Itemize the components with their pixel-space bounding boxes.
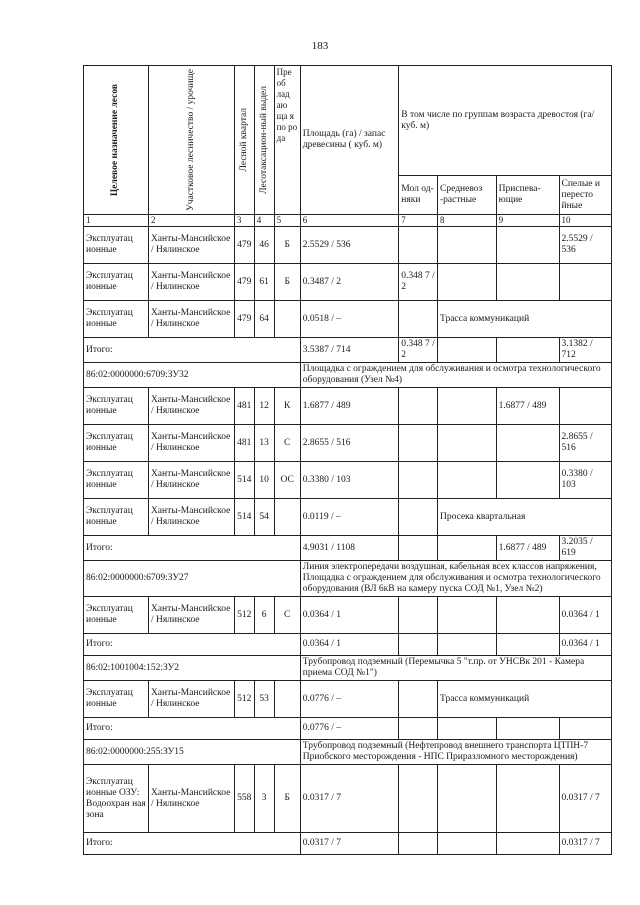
total-row — [84, 536, 612, 561]
total-label: Итого: — [84, 718, 301, 740]
header-quarter: Лесной квартал — [234, 66, 254, 215]
purpose-cell: Эксплуатац ионные — [84, 425, 149, 462]
total-label: Итого: — [84, 634, 301, 656]
parcel-row — [84, 363, 612, 388]
total-pre-mature — [496, 634, 559, 656]
purpose-cell: Эксплуатац ионные — [84, 301, 149, 338]
area-cell: 0.0119 / – — [300, 499, 398, 536]
table-row — [84, 425, 612, 462]
species-cell: ОС — [274, 462, 300, 499]
header-mature: Спелые и пересто йные — [559, 176, 611, 215]
total-area: 4.9031 / 1108 — [300, 536, 398, 561]
quarter-cell: 479 — [234, 301, 254, 338]
mature-cell: 2.5529 / 536 — [559, 227, 611, 264]
col-num: 7 — [399, 215, 438, 227]
forestry-cell: Ханты-Мансийское / Нялинское — [148, 765, 234, 833]
total-area: 0.0776 / – — [300, 718, 398, 740]
area-cell: 0.0364 / 1 — [300, 597, 398, 634]
pre-mature-cell — [496, 425, 559, 462]
middle-cell — [438, 388, 497, 425]
species-cell: С — [274, 425, 300, 462]
pre-mature-cell — [496, 765, 559, 833]
total-pre-mature: 1.6877 / 489 — [496, 536, 559, 561]
vydel-cell: 53 — [254, 681, 274, 718]
table-row — [84, 301, 612, 338]
total-mature: 0.0317 / 7 — [559, 833, 611, 855]
table-row — [84, 264, 612, 301]
vydel-cell: 61 — [254, 264, 274, 301]
total-row — [84, 833, 612, 855]
col-num: 5 — [274, 215, 300, 227]
total-middle — [438, 536, 497, 561]
quarter-cell: 481 — [234, 388, 254, 425]
parcel-description: Площадка с ограждением для обслуживания и осмотра технологического оборудования (Узел №4) — [300, 363, 611, 388]
purpose-cell: Эксплуатац ионные — [84, 264, 149, 301]
purpose-cell: Эксплуатац ионные — [84, 462, 149, 499]
forestry-cell: Ханты-Мансийское / Нялинское — [148, 264, 234, 301]
parcel-number: 86:02:0000000:6709:ЗУ27 — [84, 561, 301, 597]
middle-cell — [438, 597, 497, 634]
table-row — [84, 227, 612, 264]
mature-cell: 0.0364 / 1 — [559, 597, 611, 634]
mature-cell — [559, 388, 611, 425]
area-cell: 0.0518 / – — [300, 301, 398, 338]
purpose-cell: Эксплуатац ионные — [84, 388, 149, 425]
table-row — [84, 765, 612, 833]
total-young — [399, 634, 438, 656]
total-pre-mature — [496, 338, 559, 363]
total-young — [399, 833, 438, 855]
parcel-description: Трубопровод подземный (Нефтепровод внешнего транспорта ЦТПН-7 Приобского месторождения - НПС Приразломного месторождения) — [300, 740, 611, 765]
vydel-cell: 13 — [254, 425, 274, 462]
total-label: Итого: — [84, 536, 301, 561]
young-cell — [399, 499, 438, 536]
mature-cell: 2.8655 / 516 — [559, 425, 611, 462]
quarter-cell: 479 — [234, 264, 254, 301]
quarter-cell: 512 — [234, 597, 254, 634]
area-cell: 0.3380 / 103 — [300, 462, 398, 499]
mature-cell: 0.3380 / 103 — [559, 462, 611, 499]
vydel-cell: 46 — [254, 227, 274, 264]
table-row — [84, 388, 612, 425]
vydel-cell: 3 — [254, 765, 274, 833]
col-num: 1 — [84, 215, 149, 227]
vydel-cell: 64 — [254, 301, 274, 338]
header-vydel: Лесотаксацион-ный выдел — [254, 66, 274, 215]
col-num: 10 — [559, 215, 611, 227]
area-cell: 0.0317 / 7 — [300, 765, 398, 833]
total-label: Итого: — [84, 833, 301, 855]
pre-mature-cell — [496, 597, 559, 634]
total-young: 0.348 7 / 2 — [399, 338, 438, 363]
species-cell: С — [274, 597, 300, 634]
table-row — [84, 499, 612, 536]
middle-cell — [438, 264, 497, 301]
col-num: 2 — [148, 215, 234, 227]
young-cell — [399, 597, 438, 634]
table-row — [84, 597, 612, 634]
total-row — [84, 718, 612, 740]
young-cell — [399, 227, 438, 264]
middle-cell — [438, 462, 497, 499]
mature-cell: 0.0317 / 7 — [559, 765, 611, 833]
total-area: 3.5387 / 714 — [300, 338, 398, 363]
purpose-cell: Эксплуатац ионные — [84, 499, 149, 536]
total-mature — [559, 718, 611, 740]
total-mature: 3.1382 / 712 — [559, 338, 611, 363]
total-middle — [438, 718, 497, 740]
purpose-cell: Эксплуатац ионные ОЗУ: Водоохран ная зона — [84, 765, 149, 833]
forestry-cell: Ханты-Мансийское / Нялинское — [148, 597, 234, 634]
header-forestry: Участковое лесничество / урочище — [148, 66, 234, 215]
species-cell: Б — [274, 264, 300, 301]
quarter-cell: 479 — [234, 227, 254, 264]
parcel-number: 86:02:1001004:152:ЗУ2 — [84, 656, 301, 681]
total-middle — [438, 634, 497, 656]
total-mature: 0.0364 / 1 — [559, 634, 611, 656]
vydel-cell: 54 — [254, 499, 274, 536]
total-area: 0.0317 / 7 — [300, 833, 398, 855]
total-area: 0.0364 / 1 — [300, 634, 398, 656]
total-mature: 3.2035 / 619 — [559, 536, 611, 561]
header-purpose: Целевое назначение лесов — [84, 66, 149, 215]
young-cell — [399, 425, 438, 462]
total-row — [84, 338, 612, 363]
parcel-row — [84, 656, 612, 681]
species-cell — [274, 499, 300, 536]
forestry-cell: Ханты-Мансийское / Нялинское — [148, 425, 234, 462]
quarter-cell: 514 — [234, 462, 254, 499]
young-cell — [399, 765, 438, 833]
purpose-cell: Эксплуатац ионные — [84, 681, 149, 718]
young-cell — [399, 681, 438, 718]
area-cell: 1.6877 / 489 — [300, 388, 398, 425]
header-young: Мол од-няки — [399, 176, 438, 215]
col-num: 8 — [438, 215, 497, 227]
forestry-cell: Ханты-Мансийское / Нялинское — [148, 499, 234, 536]
column-numbers-row — [84, 215, 612, 227]
young-cell — [399, 388, 438, 425]
forestry-cell: Ханты-Мансийское / Нялинское — [148, 681, 234, 718]
vydel-cell: 6 — [254, 597, 274, 634]
total-row — [84, 634, 612, 656]
header-middle: Средневоз -растные — [438, 176, 497, 215]
area-cell: 0.0776 / – — [300, 681, 398, 718]
area-cell: 2.8655 / 516 — [300, 425, 398, 462]
forest-table — [83, 65, 612, 855]
forestry-cell: Ханты-Мансийское / Нялинское — [148, 301, 234, 338]
parcel-row — [84, 740, 612, 765]
col-num: 3 — [234, 215, 254, 227]
header-species: Пре об лад аю ща я по ро да — [274, 66, 300, 215]
total-middle — [438, 338, 497, 363]
total-pre-mature — [496, 833, 559, 855]
young-cell — [399, 301, 438, 338]
pre-mature-cell — [496, 462, 559, 499]
purpose-cell: Эксплуатац ионные — [84, 597, 149, 634]
young-cell — [399, 462, 438, 499]
middle-cell — [438, 425, 497, 462]
header-age-group: В том числе по группам возраста древостоя (га/ куб. м) — [399, 66, 612, 176]
table-row — [84, 462, 612, 499]
col-num: 9 — [496, 215, 559, 227]
total-label: Итого: — [84, 338, 301, 363]
total-young — [399, 536, 438, 561]
middle-cell — [438, 765, 497, 833]
vydel-cell: 12 — [254, 388, 274, 425]
species-cell — [274, 681, 300, 718]
species-cell: Б — [274, 227, 300, 264]
forestry-cell: Ханты-Мансийское / Нялинское — [148, 227, 234, 264]
species-cell: Б — [274, 765, 300, 833]
purpose-cell: Эксплуатац ионные — [84, 227, 149, 264]
quarter-cell: 481 — [234, 425, 254, 462]
table-row — [84, 681, 612, 718]
mature-cell — [559, 264, 611, 301]
note-cell: Просека квартальная — [438, 499, 612, 536]
page-number: 183 — [311, 40, 329, 52]
total-middle — [438, 833, 497, 855]
pre-mature-cell — [496, 227, 559, 264]
species-cell: К — [274, 388, 300, 425]
header-pre-mature: Приспева-ющие — [496, 176, 559, 215]
species-cell — [274, 301, 300, 338]
col-num: 4 — [254, 215, 274, 227]
note-cell: Трасса коммуникаций — [438, 681, 612, 718]
header-area: Площадь (га) / запас древесины ( куб. м) — [300, 66, 398, 215]
quarter-cell: 512 — [234, 681, 254, 718]
col-num: 6 — [300, 215, 398, 227]
pre-mature-cell: 1.6877 / 489 — [496, 388, 559, 425]
area-cell: 0.3487 / 2 — [300, 264, 398, 301]
vydel-cell: 10 — [254, 462, 274, 499]
parcel-number: 86:02:0000000:6709:ЗУ32 — [84, 363, 301, 388]
forestry-cell: Ханты-Мансийское / Нялинское — [148, 462, 234, 499]
total-young — [399, 718, 438, 740]
quarter-cell: 558 — [234, 765, 254, 833]
forestry-cell: Ханты-Мансийское / Нялинское — [148, 388, 234, 425]
parcel-number: 86:02:0000000:255:ЗУ15 — [84, 740, 301, 765]
parcel-row — [84, 561, 612, 597]
total-pre-mature — [496, 718, 559, 740]
parcel-description: Трубопровод подземный (Перемычка 5 "т.пр. от УНСВк 201 - Камера приема СОД №1") — [300, 656, 611, 681]
parcel-description: Линия электропередачи воздушная, кабельная всех классов напряжения, Площадка с ограждением для обслуживания и осмотра технологического оборудования (ВЛ 6кВ на камеру пуска СОД №1, Узел №2) — [300, 561, 611, 597]
pre-mature-cell — [496, 264, 559, 301]
quarter-cell: 514 — [234, 499, 254, 536]
note-cell: Трасса коммуникаций — [438, 301, 612, 338]
area-cell: 2.5529 / 536 — [300, 227, 398, 264]
young-cell: 0.348 7 / 2 — [399, 264, 438, 301]
middle-cell — [438, 227, 497, 264]
